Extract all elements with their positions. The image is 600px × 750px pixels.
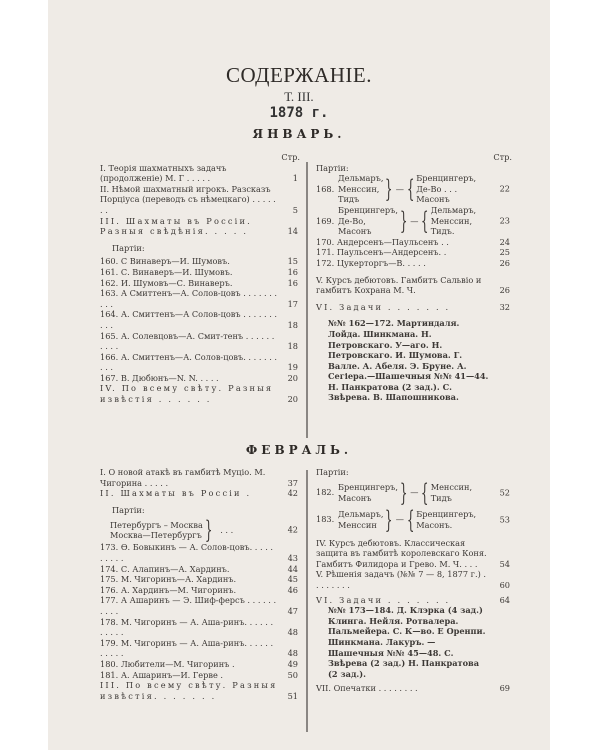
page-number: 42	[287, 525, 298, 536]
page-number: 48	[287, 627, 298, 638]
page-number: 20	[287, 372, 298, 383]
game-entry: 168. Дельмаръ, Менссин, Тидъ } — { Бренцингеръ, Де-Во . . . Масонъ 22	[316, 173, 510, 205]
games-label: Партіи:	[112, 242, 145, 253]
page-title: СОДЕРЖАНІЕ.	[226, 63, 372, 87]
page-number: 17	[287, 298, 298, 309]
page-number: 54	[499, 558, 510, 569]
page-number: 60	[499, 579, 510, 590]
problems-note: №№ 173—184. Д. Клэрка (4 зад.) Клинга. Нейля. Ротвалера. Пальмейера. С. К—во. Е Оренпи. Шинкмана. Лакуръ. — Шашечныя №№ 45—48. С. Звѣрева (2 зад.) Н. Панкратова (2 зад.).	[328, 605, 486, 679]
page-number: 37	[287, 477, 298, 488]
problems-note: №№ 162—172. Мартиндаля. Лойда. Шинкмана. Н. Петровскаго. У—аго. Н. Петровскаго. И. Шумова. Г. Валле. А. Абеля. Э. Бруне. А. Сегіера.—Шашечныя №№ 41—44. Н. Панкратова (2 зад.). С. Звѣрева. В. Шапошникова.	[328, 318, 489, 403]
page-number: 44	[287, 563, 298, 574]
game-entry: 161. С. Винаверъ—И. Шумовъ. 16	[100, 266, 298, 277]
page-number: 47	[287, 605, 298, 616]
page-number: 25	[499, 247, 510, 258]
page-number: 20	[287, 394, 298, 405]
toc-entry: I. О новой атакѣ въ гамбитѣ Муціо. М. Чигорина . . . . . 37	[100, 467, 298, 488]
page-number: 18	[287, 319, 298, 330]
page-number: 49	[287, 658, 298, 669]
page-number: 42	[287, 488, 298, 499]
page-column-label: Стр.	[493, 152, 512, 162]
page-number: 69	[499, 683, 510, 694]
book-page	[48, 0, 550, 750]
page-number: 14	[287, 226, 298, 237]
left-brace-icon: {	[406, 175, 415, 204]
toc-entry: II. Шахматы въ Россіи . 42	[100, 488, 298, 499]
toc-entry: IV. По всему свѣту. Разныя извѣстія . . . . . . 20	[100, 383, 298, 405]
game-entry: 165. А. Солевцовъ—А. Смит-тенъ . . . . . . . . . . 18	[100, 330, 298, 352]
game-entry: 175. М. Чигоринъ—А. Хардинъ. 45	[100, 574, 298, 585]
toc-entry: IV. Курсъ дебютовъ. Классическая защита въ гамбитѣ королевскаго Коня. Гамбитъ Филидора и Грево. М. Ч. . . . 54	[316, 537, 510, 569]
page-number: 26	[499, 257, 510, 268]
page-number: 51	[287, 690, 298, 701]
left-brace-icon: {	[421, 478, 429, 507]
games-label: Партіи:	[316, 467, 349, 477]
game-entry: 162. И. Шумовъ—С. Винаверъ. 16	[100, 277, 298, 288]
january-right-column	[316, 152, 512, 403]
toc-entry: I. Теорія шахматныхъ задачъ (продолженіе) М. Г . . . . . 1	[100, 162, 298, 184]
page-number: 43	[287, 552, 298, 563]
game-entry: 160. С Винаверъ—И. Шумовъ. 15	[100, 256, 298, 267]
page-number: 5	[292, 204, 298, 215]
game-entry: 181. А. Ашаринъ—И. Герве . 50	[100, 669, 298, 680]
right-brace-icon: }	[399, 478, 408, 507]
page-number: 32	[499, 301, 510, 312]
page-column-label: Стр.	[281, 152, 300, 162]
volume-label: Т. III.	[284, 89, 314, 104]
game-entry: 170. Андерсенъ—Паульсенъ . . 24	[316, 236, 510, 247]
february-right-column	[316, 467, 512, 694]
game-entry: 178. М. Чигоринъ — А. Аша-ринъ. . . . . . . . . . . 48	[100, 616, 298, 638]
game-entry: 176. А. Хардинъ—М. Чигоринъ. 46	[100, 584, 298, 595]
toc-entry: V. Рѣшенія задачъ (№№ 7 — 8, 1877 г.) . . . . . . . . 60	[316, 569, 510, 590]
game-entry: 163. А Смиттенъ—А. Солов-цовъ . . . . . . . . . . 17	[100, 288, 298, 309]
games-label: Партіи:	[112, 504, 145, 515]
toc-entry: VI. Задачи . . . . . . . 64	[316, 594, 510, 605]
toc-entry: VII. Опечатки . . . . . . . . 69	[316, 683, 510, 694]
game-entry: Петербургъ – Москва Москва—Петербургъ } . . . 42	[110, 516, 298, 545]
page-number: 52	[499, 487, 510, 498]
game-entry: 164. А. Смиттенъ—А Солов-цовъ . . . . . . . . . . 18	[100, 309, 298, 330]
game-entry: 171. Паульсенъ—Андерсенъ. . 25	[316, 247, 510, 258]
game-entry: 166. А. Смиттенъ—А. Солов-цовъ. . . . . . . . . . 19	[100, 351, 298, 373]
game-entry: 173. Ѳ. Бовыкинъ — А. Солов-цовъ. . . . . . . . . . 43	[100, 542, 298, 563]
page-number: 48	[287, 648, 298, 659]
month-heading-january: ЯНВАРЬ.	[252, 127, 346, 141]
game-entry: 182. Бренцингеръ, Масонъ } — { Менссин, Тидъ 52	[316, 478, 510, 507]
february-left-column	[100, 467, 300, 701]
page-number: 24	[499, 236, 510, 247]
page-number: 19	[287, 362, 298, 373]
page-number: 18	[287, 341, 298, 352]
page-number: 1	[292, 173, 298, 184]
game-entry: 174. С. Алапинъ—А. Хардинъ. 44	[100, 563, 298, 574]
toc-entry: III. По всему свѣту. Разныя извѣстія. . . . . . . 51	[100, 680, 298, 701]
column-divider	[306, 470, 308, 732]
right-brace-icon: }	[204, 516, 213, 545]
toc-entry: VI. Задачи . . . . . . . 32	[316, 301, 510, 312]
right-brace-icon: }	[399, 206, 408, 235]
page-number: 16	[287, 277, 298, 288]
page-number: 46	[287, 584, 298, 595]
page-number: 53	[499, 514, 510, 525]
toc-entry: II. Нѣмой шахматный игрокъ. Разсказъ Порціуса (переводъ съ нѣмецкаго) . . . . . . . 5	[100, 183, 298, 215]
column-divider	[306, 162, 308, 438]
page-number: 22	[499, 183, 510, 194]
right-brace-icon: }	[385, 505, 393, 534]
page-number: 50	[287, 669, 298, 680]
page-number: 45	[287, 574, 298, 585]
game-entry: 172. Цукерторгъ—В. . . . . 26	[316, 257, 510, 268]
right-brace-icon: }	[385, 175, 393, 204]
january-left-column	[100, 152, 300, 405]
year-label: 1878 г.	[269, 105, 329, 121]
left-brace-icon: {	[421, 206, 429, 235]
page-number: 16	[287, 266, 298, 277]
game-entry: 180. Любители—М. Чигоринъ . 49	[100, 658, 298, 669]
month-heading-february: ФЕВРАЛЬ.	[245, 443, 353, 457]
page-number: 15	[287, 256, 298, 267]
game-entry: 183. Дельмаръ, Менссин } — { Бренцингеръ, Масонъ. 53	[316, 505, 510, 534]
game-entry: 177. А Ашаринъ — Э. Шиф-ферсъ . . . . . . . . . . 47	[100, 595, 298, 616]
page-number: 26	[499, 285, 510, 296]
toc-entry: III. Шахматы въ Россіи. Разныя свѣдѣнія. . . . . 14	[100, 215, 298, 237]
toc-entry: V. Курсъ дебютовъ. Гамбитъ Сальвіо и гамбитъ Кохрана М. Ч. 26	[316, 274, 510, 296]
games-label: Партіи:	[316, 162, 349, 173]
page-number: 23	[499, 215, 510, 226]
game-entry: 167. В. Дюбюнъ—N. N. . . . . 20	[100, 372, 298, 383]
game-entry: 179. М. Чигоринъ — А. Аша-ринъ. . . . . . . . . . . 48	[100, 637, 298, 659]
game-entry: 169. Бренцингеръ, Де-Во, Масонъ } — { Дельмаръ, Менссин, Тидъ. 23	[316, 204, 510, 237]
left-brace-icon: {	[406, 505, 415, 534]
page-number: 64	[499, 594, 510, 605]
